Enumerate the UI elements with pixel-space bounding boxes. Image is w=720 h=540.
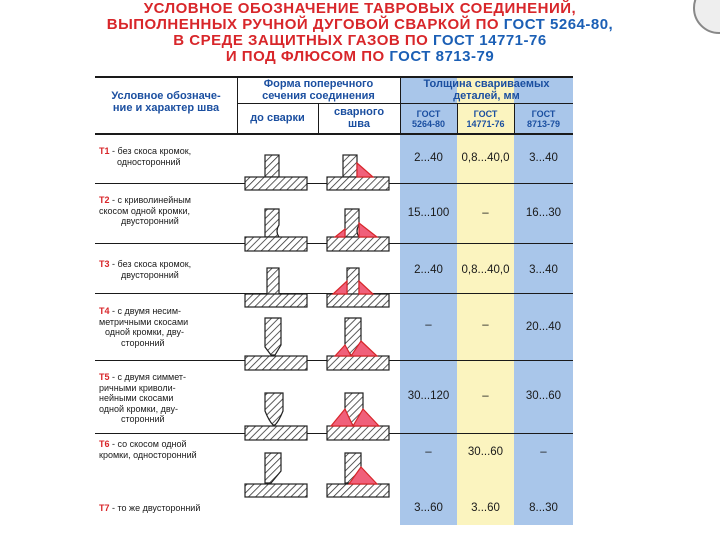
header-before-welding: до сварки	[250, 112, 305, 124]
row-t2-gost-14771: –	[482, 207, 489, 219]
row-t5-description: Т5 - с двумя симмет- ричными криволи- нейными скосами одной кромки, дву- сторонний	[99, 372, 187, 424]
row-t4-gost-8713: 20...40	[525, 321, 562, 333]
t4-weld-drawing	[327, 318, 389, 370]
t3-weld-drawing	[327, 268, 389, 307]
header-thickness: Толщина свариваемых деталей, мм	[423, 78, 550, 102]
title-line-2: ВЫПОЛНЕННЫХ РУЧНОЙ ДУГОВОЙ СВАРКОЙ ПО ГОСТ 5264-80,	[106, 16, 614, 33]
row-t2-description: Т2 - с криволинейным скосом одной кромки, двусторонний	[99, 195, 191, 226]
row-t3-description: Т3 - без скоса кромок, двусторонний	[99, 259, 192, 280]
row-t1-gost-8713: 3...40	[529, 152, 558, 164]
weld-table	[95, 76, 573, 525]
t3-before-drawing	[245, 268, 307, 307]
row-t7-gost-8713: 8...30	[529, 502, 558, 514]
row-t6-gost-14771: 30...60	[467, 446, 504, 458]
header-gost-5264: ГОСТ 5264-80	[411, 109, 446, 129]
thickness-subheader-line	[400, 103, 573, 104]
row-t1-gost-5264: 2...40	[414, 152, 443, 164]
header-form: Форма поперечного сечения соединения	[262, 78, 375, 102]
row-t6-gost-5264: –	[425, 446, 432, 458]
title-line-4: И ПОД ФЛЮСОМ ПО ГОСТ 8713-79	[225, 48, 495, 65]
t1-before-drawing	[245, 155, 307, 190]
header-gost-14771: ГОСТ 14771-76	[466, 109, 505, 129]
row-t4-description: Т4 - с двумя несим- метричными скосами одной кромки, дву- сторонний	[99, 306, 189, 348]
row-t4-gost-14771: –	[482, 319, 489, 331]
row-t5-gost-8713: 30...60	[525, 390, 562, 402]
row-t7-gost-14771: 3...60	[471, 502, 500, 514]
t5-before-drawing	[245, 393, 307, 440]
row-t2-gost-5264: 15...100	[407, 207, 450, 219]
t6-before-drawing	[245, 453, 307, 497]
t1-weld-drawing	[327, 155, 389, 190]
row-t5-gost-14771: –	[482, 390, 489, 402]
t5-weld-drawing	[327, 393, 389, 440]
header-weld: сварного шва	[333, 106, 385, 130]
row-t1-gost-14771: 0,8...40,0	[461, 152, 510, 164]
row-t3-gost-8713: 3...40	[529, 264, 558, 276]
title-line-1: УСЛОВНОЕ ОБОЗНАЧЕНИЕ ТАВРОВЫХ СОЕДИНЕНИЙ,	[143, 0, 577, 17]
row-t1-description: Т1 - без скоса кромок, односторонний	[99, 146, 192, 167]
row-t3-gost-14771: 0,8...40,0	[461, 264, 510, 276]
row-t6-gost-8713: –	[540, 446, 547, 458]
header-designation: Условное обозначе- ние и характер шва	[111, 90, 221, 114]
row-t2-gost-8713: 16...30	[525, 207, 562, 219]
row-t6-description: Т6 - со скосом одной кромки, односторонний	[99, 439, 197, 460]
row-t3-gost-5264: 2...40	[414, 264, 443, 276]
row-t7-description: Т7 - то же двусторонний	[99, 503, 201, 513]
row-t5-gost-5264: 30...120	[407, 390, 450, 402]
row-t4-gost-5264: –	[425, 319, 432, 331]
t4-before-drawing	[245, 318, 307, 370]
title-line-3: В СРЕДЕ ЗАЩИТНЫХ ГАЗОВ ПО ГОСТ 14771-76	[173, 32, 547, 49]
row-t7-gost-5264: 3...60	[414, 502, 443, 514]
t2-before-drawing	[245, 209, 307, 251]
joint-drawings	[237, 133, 400, 525]
t2-weld-drawing	[327, 209, 389, 251]
t6-weld-drawing	[327, 453, 389, 497]
header-gost-8713: ГОСТ 8713-79	[526, 109, 561, 129]
